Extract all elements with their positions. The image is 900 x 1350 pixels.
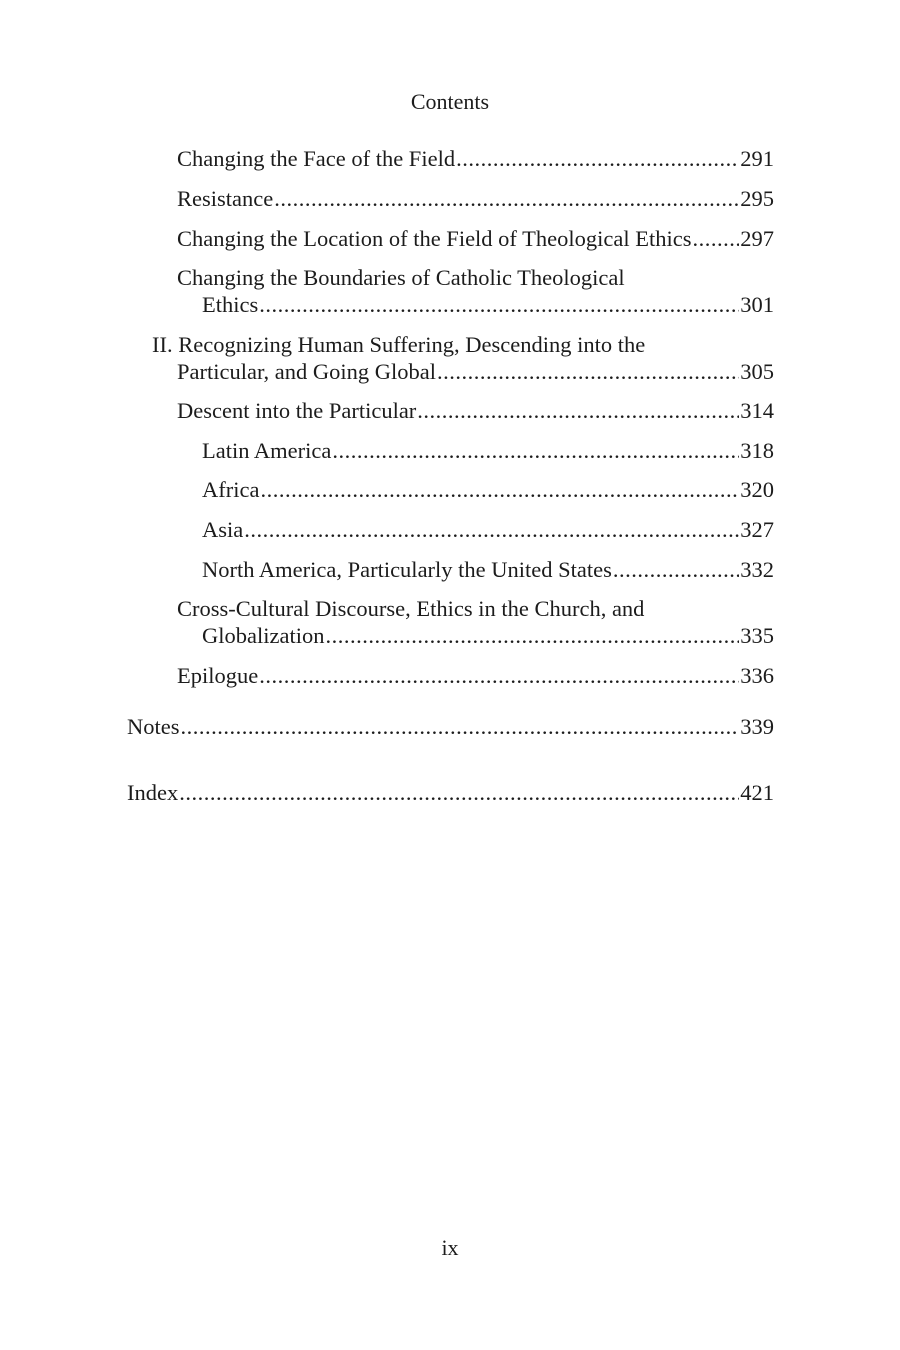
toc-page-number: 421 xyxy=(740,780,774,805)
toc-entry-title: Africa xyxy=(202,477,260,502)
dot-leader xyxy=(259,291,739,318)
dot-leader xyxy=(692,225,739,252)
toc-entry-title: Index xyxy=(127,780,179,805)
toc-entry-title-line1: II. Recognizing Human Suffering, Descending into the xyxy=(152,332,646,357)
dot-leader xyxy=(437,358,739,385)
toc-entry-resistance[interactable] xyxy=(177,185,774,212)
toc-page-number: 318 xyxy=(740,438,774,463)
toc-entry-title-line1: Cross-Cultural Discourse, Ethics in the Church, and xyxy=(177,596,645,621)
toc-entry-descent[interactable] xyxy=(177,397,774,424)
toc-entry-face-of-field[interactable] xyxy=(177,145,774,172)
dot-leader xyxy=(456,145,739,172)
toc-entry-part-two[interactable] xyxy=(152,331,774,385)
toc-entry-africa[interactable] xyxy=(202,476,774,503)
toc-page-number: 335 xyxy=(740,623,774,648)
toc-page-number: 339 xyxy=(740,714,774,739)
toc-entry-cross-cultural[interactable] xyxy=(177,595,774,649)
toc-entry-title: Resistance xyxy=(177,186,274,211)
dot-leader xyxy=(417,397,739,424)
toc-page-number: 291 xyxy=(740,146,774,171)
dot-leader xyxy=(244,516,739,543)
toc-entry-title: Notes xyxy=(127,714,180,739)
toc-entry-latin-america[interactable] xyxy=(202,437,774,464)
toc-entry-index[interactable] xyxy=(127,779,774,806)
toc-entry-title: Asia xyxy=(202,517,244,542)
toc-entry-title: Particular, and Going Global xyxy=(177,359,437,384)
toc-entry-title-line1: Changing the Boundaries of Catholic Theological xyxy=(177,265,625,290)
dot-leader xyxy=(613,556,739,583)
toc-page-number: 305 xyxy=(740,359,774,384)
toc-entry-title: Changing the Location of the Field of Theological Ethics xyxy=(177,226,692,251)
toc-entry-title: Epilogue xyxy=(177,663,259,688)
toc-page-number: 297 xyxy=(740,226,774,251)
dot-leader xyxy=(181,713,740,740)
toc-entry-notes[interactable] xyxy=(127,713,774,740)
toc-page-number: 336 xyxy=(740,663,774,688)
toc-entry-asia[interactable] xyxy=(202,516,774,543)
toc-page-number: 295 xyxy=(740,186,774,211)
page-folio: ix xyxy=(441,1235,459,1260)
dot-leader xyxy=(260,476,739,503)
toc-entry-north-america[interactable] xyxy=(202,556,774,583)
toc-entry-title: Ethics xyxy=(202,292,259,317)
dot-leader xyxy=(179,779,739,806)
dot-leader xyxy=(259,662,739,689)
dot-leader xyxy=(325,622,739,649)
toc-entry-title: Descent into the Particular xyxy=(177,398,417,423)
running-head: Contents xyxy=(410,89,490,114)
toc-page-number: 314 xyxy=(740,398,774,423)
toc-page-number: 320 xyxy=(740,477,774,502)
toc-page-number: 327 xyxy=(740,517,774,542)
toc-page-number: 301 xyxy=(740,292,774,317)
toc-entry-title: Globalization xyxy=(202,623,325,648)
toc-page-number: 332 xyxy=(740,557,774,582)
toc-entry-epilogue[interactable] xyxy=(177,662,774,689)
toc-entry-title: North America, Particularly the United States xyxy=(202,557,612,582)
toc-entry-location-of-field[interactable] xyxy=(177,225,774,252)
toc-entry-title: Changing the Face of the Field xyxy=(177,146,456,171)
toc-entry-boundaries[interactable] xyxy=(177,264,774,318)
toc-entry-title: Latin America xyxy=(202,438,332,463)
dot-leader xyxy=(274,185,739,212)
dot-leader xyxy=(332,437,739,464)
